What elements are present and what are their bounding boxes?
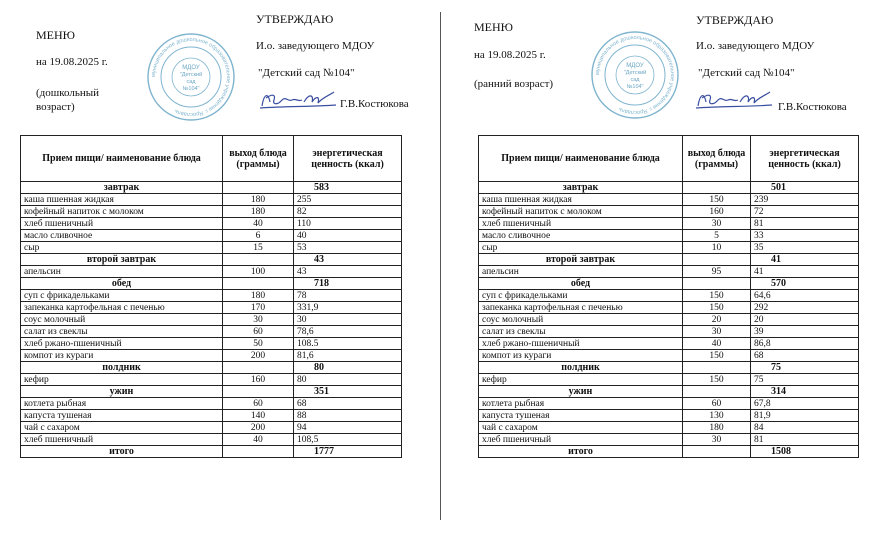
- dish-name: салат из свеклы: [21, 326, 223, 338]
- meal-name: полдник: [21, 362, 223, 374]
- svg-text:МДОУ: МДОУ: [626, 63, 644, 69]
- dish-row: [479, 422, 859, 434]
- dish-row: [21, 242, 402, 254]
- dish-name: сыр: [479, 242, 683, 254]
- dish-kcal: 81: [751, 434, 859, 446]
- dish-row: [479, 302, 859, 314]
- meal-total-kcal: 314: [751, 386, 859, 398]
- dish-grams: 40: [223, 218, 294, 230]
- dish-row: [479, 266, 859, 278]
- dish-name: кефир: [21, 374, 223, 386]
- meal-yield: [223, 362, 294, 374]
- dish-grams: 40: [683, 338, 751, 350]
- dish-grams: 50: [223, 338, 294, 350]
- total-row: [21, 446, 402, 458]
- dish-grams: 30: [223, 314, 294, 326]
- meal-yield: [683, 278, 751, 290]
- meal-name: обед: [21, 278, 223, 290]
- meal-row: [21, 254, 402, 266]
- dish-grams: 20: [683, 314, 751, 326]
- dish-name: хлеб пшеничный: [21, 218, 223, 230]
- dish-grams: 60: [223, 326, 294, 338]
- dish-grams: 180: [223, 194, 294, 206]
- dish-row: [479, 242, 859, 254]
- dish-name: кофейный напиток с молоком: [21, 206, 223, 218]
- approve-label: УТВЕРЖДАЮ: [256, 12, 334, 26]
- dish-grams: 180: [223, 206, 294, 218]
- dish-name: хлеб пшеничный: [479, 434, 683, 446]
- dish-row: [479, 314, 859, 326]
- dish-grams: 5: [683, 230, 751, 242]
- dish-name: сыр: [21, 242, 223, 254]
- total-row: [479, 446, 859, 458]
- svg-text:муниципальное дошкольное образ: муниципальное дошкольное образовательное учреждение г. Ярославль: [594, 34, 676, 116]
- dish-grams: 200: [223, 350, 294, 362]
- dish-row: [479, 374, 859, 386]
- dish-grams: 10: [683, 242, 751, 254]
- dish-grams: 100: [223, 266, 294, 278]
- dish-name: кефир: [479, 374, 683, 386]
- dish-name: капуста тушеная: [479, 410, 683, 422]
- meal-row: [479, 182, 859, 194]
- meal-yield: [223, 182, 294, 194]
- dish-row: [21, 302, 402, 314]
- dish-row: [21, 410, 402, 422]
- dish-kcal: 30: [294, 314, 402, 326]
- seal-stamp: [146, 32, 236, 122]
- meal-total-kcal: 718: [294, 278, 402, 290]
- meal-yield: [683, 182, 751, 194]
- dish-name: апельсин: [479, 266, 683, 278]
- dish-row: [479, 206, 859, 218]
- total-kcal: 1777: [294, 446, 402, 458]
- dish-row: [479, 410, 859, 422]
- dish-row: [21, 422, 402, 434]
- meal-total-kcal: 41: [751, 254, 859, 266]
- dish-row: [21, 194, 402, 206]
- col-energy-header: энергетическая ценность (ккал): [294, 136, 402, 182]
- dish-name: салат из свеклы: [479, 326, 683, 338]
- dish-name: апельсин: [21, 266, 223, 278]
- dish-name: запеканка картофельная с печенью: [479, 302, 683, 314]
- meal-name: завтрак: [479, 182, 683, 194]
- dish-grams: 40: [223, 434, 294, 446]
- dish-kcal: 33: [751, 230, 859, 242]
- dish-grams: 150: [683, 194, 751, 206]
- dish-grams: 150: [683, 290, 751, 302]
- dish-grams: 150: [683, 350, 751, 362]
- menu-date: на 19.08.2025 г.: [36, 56, 108, 68]
- dish-kcal: 43: [294, 266, 402, 278]
- dish-grams: 160: [683, 206, 751, 218]
- svg-text:сад: сад: [186, 79, 196, 85]
- dish-grams: 60: [223, 398, 294, 410]
- dish-name: чай с сахаром: [21, 422, 223, 434]
- seal-stamp: [590, 30, 680, 120]
- dish-name: кофейный напиток с молоком: [479, 206, 683, 218]
- menu-title: МЕНЮ: [474, 20, 513, 34]
- dish-name: чай с сахаром: [479, 422, 683, 434]
- meal-row: [21, 362, 402, 374]
- page-divider: [440, 12, 441, 520]
- dish-name: соус молочный: [479, 314, 683, 326]
- dish-row: [21, 398, 402, 410]
- dish-kcal: 94: [294, 422, 402, 434]
- meal-total-kcal: 501: [751, 182, 859, 194]
- dish-name: соус молочный: [21, 314, 223, 326]
- meal-row: [479, 386, 859, 398]
- meal-total-kcal: 75: [751, 362, 859, 374]
- meal-yield: [223, 254, 294, 266]
- meal-name: ужин: [479, 386, 683, 398]
- dish-kcal: 41: [751, 266, 859, 278]
- dish-kcal: 64,6: [751, 290, 859, 302]
- dish-kcal: 86,8: [751, 338, 859, 350]
- dish-name: масло сливочное: [21, 230, 223, 242]
- signature-icon: [694, 88, 774, 112]
- dish-name: каша пшенная жидкая: [21, 194, 223, 206]
- dish-kcal: 81,6: [294, 350, 402, 362]
- approve-label: УТВЕРЖДАЮ: [696, 13, 774, 27]
- meal-total-kcal: 570: [751, 278, 859, 290]
- col-dish-header: Прием пищи/ наименование блюда: [479, 136, 683, 182]
- dish-row: [21, 374, 402, 386]
- organization-name: "Детский сад №104": [258, 67, 355, 79]
- dish-grams: 30: [683, 218, 751, 230]
- dish-name: хлеб ржано-пшеничный: [479, 338, 683, 350]
- meal-row: [479, 254, 859, 266]
- dish-row: [479, 290, 859, 302]
- dish-name: котлета рыбная: [21, 398, 223, 410]
- col-yield-header: выход блюда (граммы): [683, 136, 751, 182]
- meal-yield: [223, 386, 294, 398]
- dish-grams: 130: [683, 410, 751, 422]
- meal-name: завтрак: [21, 182, 223, 194]
- dish-row: [21, 350, 402, 362]
- meal-name: обед: [479, 278, 683, 290]
- meal-name: полдник: [479, 362, 683, 374]
- dish-kcal: 40: [294, 230, 402, 242]
- meal-yield: [683, 362, 751, 374]
- col-yield-header: выход блюда (граммы): [223, 136, 294, 182]
- dish-row: [479, 434, 859, 446]
- dish-row: [21, 434, 402, 446]
- dish-name: суп с фрикадельками: [21, 290, 223, 302]
- dish-kcal: 110: [294, 218, 402, 230]
- dish-grams: 150: [683, 302, 751, 314]
- dish-grams: 180: [223, 290, 294, 302]
- dish-kcal: 67,8: [751, 398, 859, 410]
- meal-row: [21, 182, 402, 194]
- dish-name: каша пшенная жидкая: [479, 194, 683, 206]
- dish-name: капуста тушеная: [21, 410, 223, 422]
- meal-name: второй завтрак: [479, 254, 683, 266]
- meal-name: второй завтрак: [21, 254, 223, 266]
- dish-grams: 180: [683, 422, 751, 434]
- signer-name: Г.В.Костюкова: [778, 101, 847, 113]
- svg-text:"Детский: "Детский: [179, 72, 203, 78]
- menu-sheet-preschool: [0, 0, 440, 535]
- dish-grams: 150: [683, 374, 751, 386]
- svg-text:№104": №104": [626, 84, 644, 90]
- age-group-line2: возраст): [36, 101, 75, 113]
- dish-row: [479, 218, 859, 230]
- meal-row: [21, 278, 402, 290]
- dish-kcal: 20: [751, 314, 859, 326]
- dish-name: котлета рыбная: [479, 398, 683, 410]
- dish-kcal: 81: [751, 218, 859, 230]
- dish-row: [479, 194, 859, 206]
- meal-name: ужин: [21, 386, 223, 398]
- dish-name: компот из кураги: [21, 350, 223, 362]
- age-group-line1: (ранний возраст): [474, 78, 554, 90]
- dish-kcal: 108,5: [294, 434, 402, 446]
- menu-date: на 19.08.2025 г.: [474, 49, 546, 61]
- dish-row: [21, 206, 402, 218]
- dish-grams: 95: [683, 266, 751, 278]
- meal-total-kcal: 43: [294, 254, 402, 266]
- dish-row: [21, 326, 402, 338]
- dish-grams: 140: [223, 410, 294, 422]
- meal-row: [21, 386, 402, 398]
- dish-name: запеканка картофельная с печенью: [21, 302, 223, 314]
- menu-table: [478, 135, 859, 458]
- dish-name: хлеб пшеничный: [21, 434, 223, 446]
- total-yield: [223, 446, 294, 458]
- dish-grams: 60: [683, 398, 751, 410]
- total-kcal: 1508: [751, 446, 859, 458]
- approver-role: И.о. заведующего МДОУ: [256, 40, 375, 52]
- meal-row: [479, 278, 859, 290]
- dish-kcal: 78: [294, 290, 402, 302]
- menu-table: [20, 135, 402, 458]
- total-yield: [683, 446, 751, 458]
- dish-kcal: 84: [751, 422, 859, 434]
- col-dish-header: Прием пищи/ наименование блюда: [21, 136, 223, 182]
- dish-kcal: 68: [294, 398, 402, 410]
- dish-row: [479, 350, 859, 362]
- dish-kcal: 39: [751, 326, 859, 338]
- meal-total-kcal: 583: [294, 182, 402, 194]
- dish-kcal: 68: [751, 350, 859, 362]
- dish-grams: 160: [223, 374, 294, 386]
- signature-icon: [258, 88, 338, 112]
- dish-name: масло сливочное: [479, 230, 683, 242]
- dish-grams: 15: [223, 242, 294, 254]
- dish-name: суп с фрикадельками: [479, 290, 683, 302]
- dish-row: [21, 230, 402, 242]
- dish-kcal: 53: [294, 242, 402, 254]
- dish-kcal: 88: [294, 410, 402, 422]
- dish-row: [21, 290, 402, 302]
- approver-role: И.о. заведующего МДОУ: [696, 40, 815, 52]
- dish-kcal: 331,9: [294, 302, 402, 314]
- dish-row: [21, 314, 402, 326]
- dish-kcal: 35: [751, 242, 859, 254]
- svg-text:МДОУ: МДОУ: [182, 65, 200, 71]
- svg-text:муниципальное дошкольное образ: муниципальное дошкольное образовательное учреждение г. Ярославль: [150, 36, 232, 118]
- total-label: итого: [479, 446, 683, 458]
- svg-text:№104": №104": [182, 86, 200, 92]
- menu-sheet-early-age: [444, 0, 884, 535]
- dish-kcal: 80: [294, 374, 402, 386]
- dish-name: хлеб пшеничный: [479, 218, 683, 230]
- dish-kcal: 78,6: [294, 326, 402, 338]
- meal-yield: [683, 254, 751, 266]
- dish-kcal: 255: [294, 194, 402, 206]
- dish-grams: 30: [683, 434, 751, 446]
- age-group-line1: (дошкольный: [36, 87, 100, 99]
- svg-text:сад: сад: [630, 77, 640, 83]
- dish-row: [479, 398, 859, 410]
- col-energy-header: энергетическая ценность (ккал): [751, 136, 859, 182]
- dish-grams: 200: [223, 422, 294, 434]
- meal-yield: [223, 278, 294, 290]
- dish-kcal: 108.5: [294, 338, 402, 350]
- dish-row: [479, 230, 859, 242]
- meal-yield: [683, 386, 751, 398]
- dish-kcal: 239: [751, 194, 859, 206]
- meal-total-kcal: 80: [294, 362, 402, 374]
- meal-total-kcal: 351: [294, 386, 402, 398]
- dish-kcal: 292: [751, 302, 859, 314]
- svg-text:"Детский: "Детский: [623, 70, 647, 76]
- dish-grams: 170: [223, 302, 294, 314]
- dish-kcal: 72: [751, 206, 859, 218]
- menu-title: МЕНЮ: [36, 28, 75, 42]
- dish-kcal: 81,9: [751, 410, 859, 422]
- dish-kcal: 75: [751, 374, 859, 386]
- meal-row: [479, 362, 859, 374]
- total-label: итого: [21, 446, 223, 458]
- dish-row: [21, 266, 402, 278]
- dish-row: [21, 338, 402, 350]
- dish-grams: 30: [683, 326, 751, 338]
- dish-row: [479, 326, 859, 338]
- dish-row: [21, 218, 402, 230]
- dish-row: [479, 338, 859, 350]
- dish-name: компот из кураги: [479, 350, 683, 362]
- organization-name: "Детский сад №104": [698, 67, 795, 79]
- dish-name: хлеб ржано-пшеничный: [21, 338, 223, 350]
- dish-kcal: 82: [294, 206, 402, 218]
- signer-name: Г.В.Костюкова: [340, 98, 409, 110]
- dish-grams: 6: [223, 230, 294, 242]
